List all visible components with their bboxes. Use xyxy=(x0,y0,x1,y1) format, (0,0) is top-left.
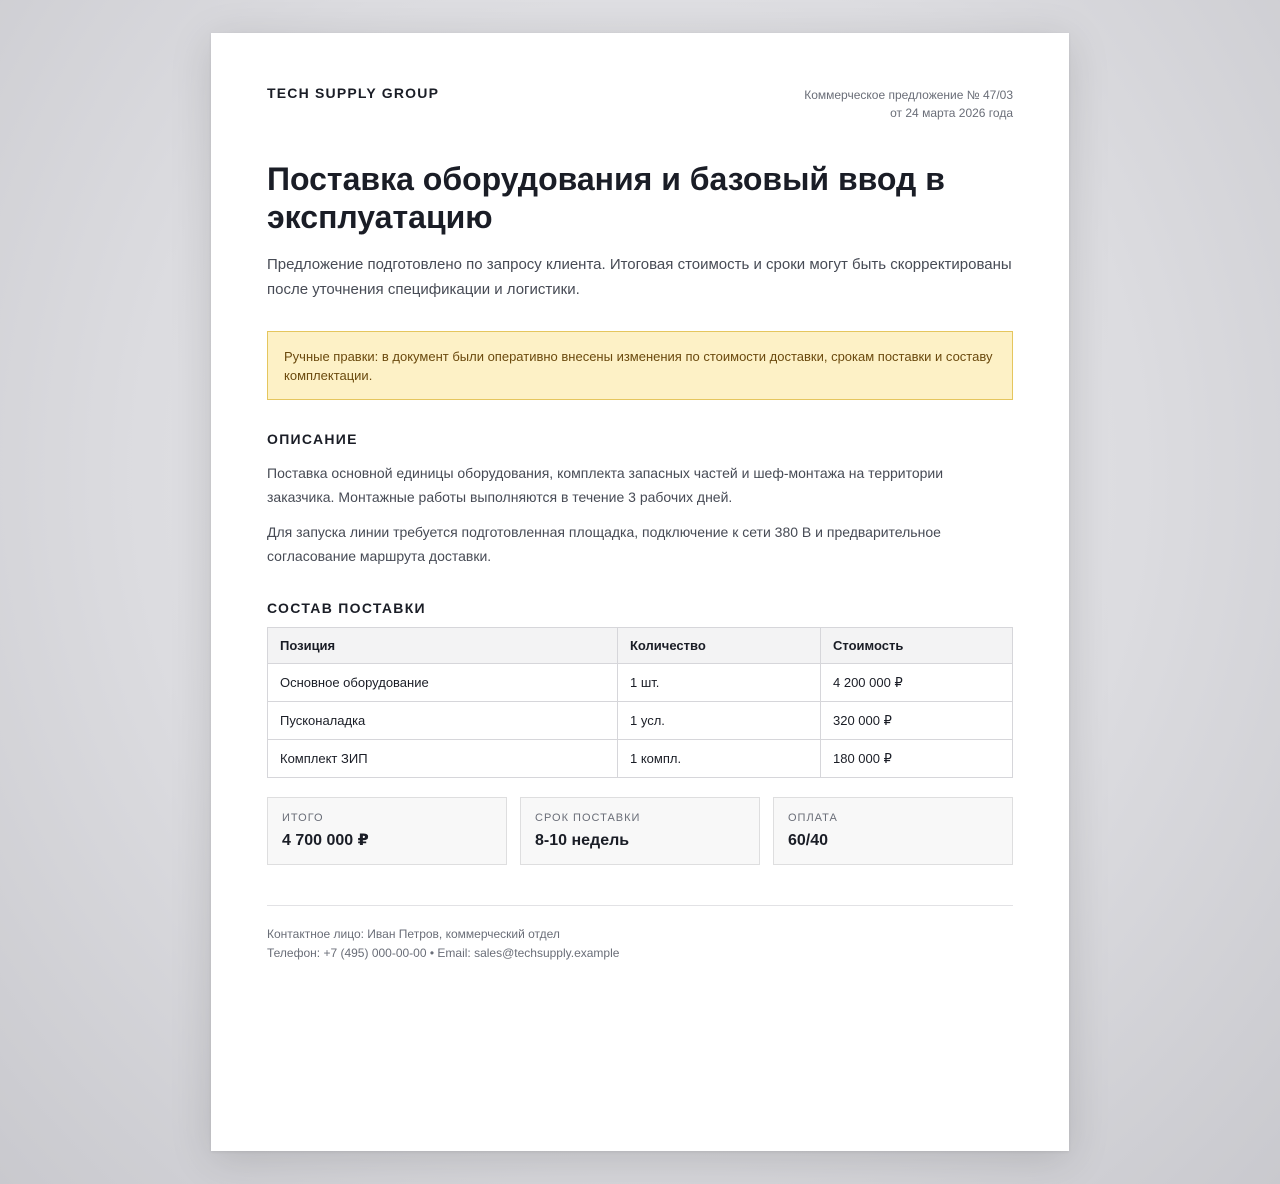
table-row xyxy=(268,664,1013,702)
cell-quantity: 1 усл. xyxy=(618,702,821,740)
cell-cost: 180 000 ₽ xyxy=(821,740,1013,778)
cell-position: Пусконаладка xyxy=(268,702,618,740)
delivery-term-card xyxy=(520,797,760,865)
table-row xyxy=(268,740,1013,778)
table-header-row xyxy=(268,628,1013,664)
composition-table xyxy=(267,627,1013,778)
document-number: Коммерческое предложение № 47/03 xyxy=(804,88,1013,102)
description-paragraph: Для запуска линии требуется подготовленная площадка, подключение к сети 380 В и предварительное согласование маршрута доставки. xyxy=(267,524,941,564)
card-value: 8-10 недель xyxy=(535,832,630,849)
document-page xyxy=(211,33,1069,1151)
document-meta xyxy=(804,86,1013,122)
card-label: ОПЛАТА xyxy=(788,812,838,824)
cell-position: Основное оборудование xyxy=(268,664,618,702)
cell-cost: 4 200 000 ₽ xyxy=(821,664,1013,702)
cell-cost: 320 000 ₽ xyxy=(821,702,1013,740)
cell-position: Комплект ЗИП xyxy=(268,740,618,778)
description-paragraph: Поставка основной единицы оборудования, комплекта запасных частей и шеф-монтажа на территории заказчика. Монтажные работы выполняются в течение 3 рабочих дней. xyxy=(267,465,944,505)
card-value: 60/40 xyxy=(788,832,829,849)
contact-footer xyxy=(267,925,1013,963)
company-brand: TECH SUPPLY GROUP xyxy=(267,85,440,101)
total-card xyxy=(267,797,507,865)
document-header xyxy=(267,85,1013,122)
document-date: от 24 марта 2026 года xyxy=(890,106,1013,120)
card-value: 4 700 000 ₽ xyxy=(282,832,369,849)
column-header-cost: Стоимость xyxy=(821,628,1013,664)
contact-person: Контактное лицо: Иван Петров, коммерческий отдел xyxy=(267,927,560,941)
card-label: СРОК ПОСТАВКИ xyxy=(535,812,641,824)
table-row xyxy=(268,702,1013,740)
description-heading: ОПИСАНИЕ xyxy=(267,431,358,447)
summary-cards xyxy=(267,797,1013,865)
column-header-position: Позиция xyxy=(268,628,618,664)
composition-heading: СОСТАВ ПОСТАВКИ xyxy=(267,600,426,616)
manual-edits-notice: Ручные правки: в документ были оперативно внесены изменения по стоимости доставки, срокам поставки и составу комплектации. xyxy=(267,331,1013,400)
cell-quantity: 1 шт. xyxy=(618,664,821,702)
document-lead: Предложение подготовлено по запросу клиента. Итоговая стоимость и сроки могут быть скорректированы после уточнения спецификации и логистики. xyxy=(267,256,1012,298)
footer-divider xyxy=(267,905,1013,906)
column-header-quantity: Количество xyxy=(618,628,821,664)
document-title: Поставка оборудования и базовый ввод в эксплуатацию xyxy=(267,161,945,235)
card-label: ИТОГО xyxy=(282,812,324,824)
payment-card xyxy=(773,797,1013,865)
cell-quantity: 1 компл. xyxy=(618,740,821,778)
contact-phone-email: Телефон: +7 (495) 000-00-00 • Email: sales@techsupply.example xyxy=(267,946,620,960)
